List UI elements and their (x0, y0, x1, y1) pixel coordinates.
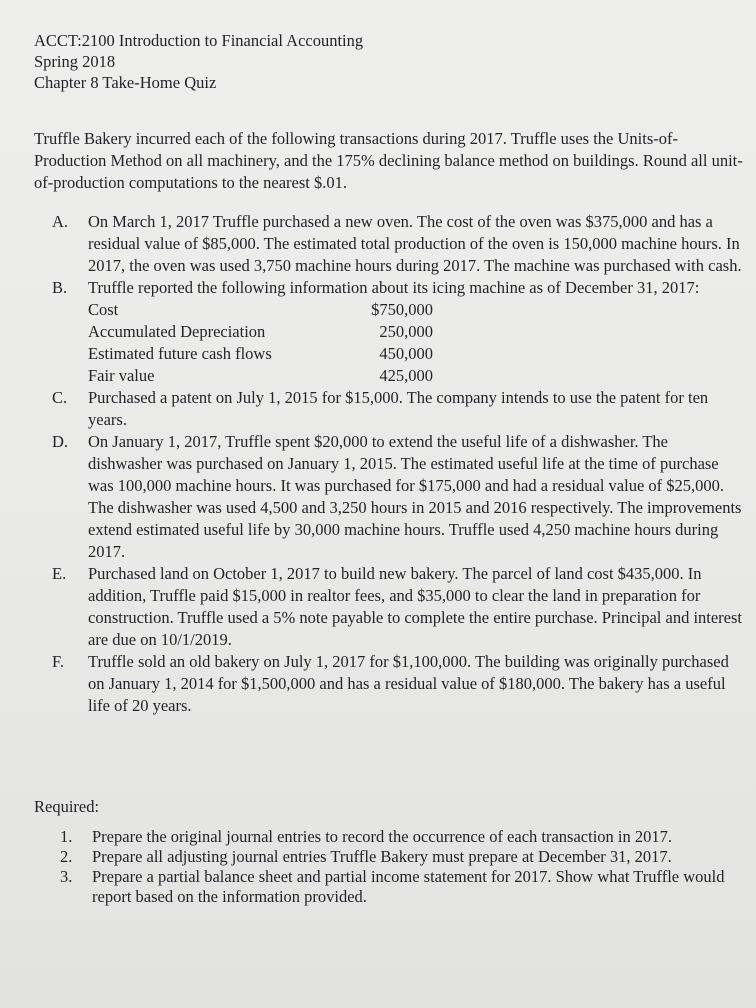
transaction-item-a (52, 211, 746, 277)
row-value: 250,000 (379, 322, 433, 341)
required-number: 2. (60, 847, 73, 866)
row-label: Accumulated Depreciation (88, 322, 266, 341)
row-label: Estimated future cash flows (88, 344, 272, 363)
row-value: 450,000 (379, 344, 433, 363)
transaction-item-f (52, 651, 746, 717)
item-text: On March 1, 2017 Truffle purchased a new oven. The cost of the oven was $375,000 and has a residual value of $85,000. The estimated total production of the oven is 150,000 machine hours. In 2017, the oven was used 3,750 machine hours during 2017. The machine was purchased with cash. (88, 212, 742, 275)
table-row (88, 321, 746, 343)
required-number: 3. (60, 867, 73, 886)
transaction-item-d (52, 431, 746, 563)
item-letter: D. (52, 432, 69, 451)
item-text: Truffle reported the following information about its icing machine as of December 31, 2017: (88, 278, 700, 297)
item-letter: A. (52, 212, 69, 231)
required-text: Prepare all adjusting journal entries Truffle Bakery must prepare at December 31, 2017. (92, 847, 672, 866)
course-title: ACCT:2100 Introduction to Financial Accounting (34, 31, 364, 50)
item-letter: B. (52, 278, 68, 297)
required-heading: Required: (34, 797, 100, 816)
table-row (88, 299, 746, 321)
item-text: Purchased a patent on July 1, 2015 for $15,000. The company intends to use the patent for ten years. (88, 388, 709, 429)
required-item (60, 867, 750, 907)
transaction-item-c (52, 387, 746, 431)
item-text: On January 1, 2017, Truffle spent $20,000 to extend the useful life of a dishwasher. The dishwasher was purchased on January 1, 2015. The estimated useful life at the time of purchase was 100,000 machine hours. It was purchased for $175,000 and had a residual value of $25,000. The dishwasher was used 4,500 and 3,250 hours in 2015 and 2016 respectively. The improvements extend estimated useful life by 30,000 machine hours. Truffle used 4,250 machine hours during 2017. (88, 432, 742, 561)
item-letter: F. (52, 652, 64, 671)
required-number: 1. (60, 827, 73, 846)
required-text: Prepare the original journal entries to record the occurrence of each transaction in 2017. (92, 827, 673, 846)
item-letter: E. (52, 564, 67, 583)
required-item (60, 847, 750, 867)
item-text: Truffle sold an old bakery on July 1, 2017 for $1,100,000. The building was originally purchased on January 1, 2014 for $1,500,000 and has a residual value of $180,000. The bakery has a useful life of 20 years. (88, 652, 729, 715)
quiz-title: Chapter 8 Take-Home Quiz (34, 73, 217, 92)
required-item (60, 827, 750, 847)
required-text: Prepare a partial balance sheet and partial income statement for 2017. Show what Truffle would report based on the information provided. (92, 867, 725, 906)
intro-paragraph: Truffle Bakery incurred each of the following transactions during 2017. Truffle uses the Units-of-Production Method on all machinery, and the 175% declining balance method on buildings. Round all unit-of-production computations to the nearest $.01. (34, 129, 743, 192)
required-list (60, 827, 750, 907)
row-label: Cost (88, 300, 119, 319)
item-text: Purchased land on October 1, 2017 to build new bakery. The parcel of land cost $435,000. In addition, Truffle paid $15,000 in realtor fees, and $35,000 to clear the land in preparation for construction. Truffle used a 5% note payable to complete the entire purchase. Principal and interest are due on 10/1/2019. (88, 564, 743, 649)
term: Spring 2018 (34, 52, 116, 71)
transaction-item-b (52, 277, 746, 387)
row-value: 425,000 (379, 366, 433, 385)
item-letter: C. (52, 388, 68, 407)
icing-machine-table (88, 299, 746, 387)
transaction-item-e (52, 563, 746, 651)
table-row (88, 343, 746, 365)
row-value: $750,000 (371, 300, 433, 319)
transaction-list (52, 211, 746, 717)
document-header (34, 30, 363, 93)
row-label: Fair value (88, 366, 155, 385)
table-row (88, 365, 746, 387)
